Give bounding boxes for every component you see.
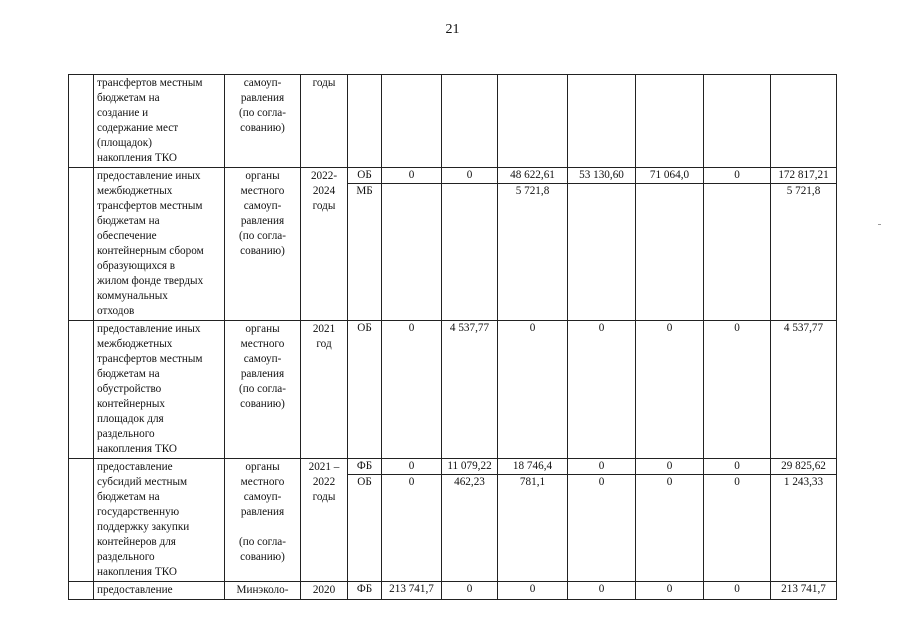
executor-line: (по согла- xyxy=(239,107,286,119)
description-line: межбюджетных xyxy=(97,338,173,350)
value-2025: 0 xyxy=(704,168,770,184)
description-line: накопления ТКО xyxy=(97,443,177,455)
value-2025-cell xyxy=(704,582,771,600)
executor-line: местного xyxy=(240,476,285,488)
description-line: бюджетам на xyxy=(97,368,160,380)
period-line: 2021 xyxy=(312,323,336,335)
description-line: бюджетам на xyxy=(97,491,160,503)
description-line: коммунальных xyxy=(97,290,168,302)
value-2021: 4 537,77 xyxy=(449,322,490,334)
value-2025-cell xyxy=(704,75,771,168)
value-2025 xyxy=(704,184,770,199)
value-2020-cell xyxy=(382,321,442,459)
value-2025-cell xyxy=(704,321,771,459)
period-line: 2021 – xyxy=(308,461,340,473)
executor-line xyxy=(228,520,297,535)
description-line: трансфертов местным xyxy=(97,77,203,89)
executor-line: самоуп- xyxy=(243,353,282,365)
value-2023: 0 xyxy=(598,583,605,595)
period-line: 2022- xyxy=(310,170,338,182)
value-2020: 0 xyxy=(382,459,441,475)
description-line: трансфертов местным xyxy=(97,353,203,365)
value-2023-cell xyxy=(568,582,636,600)
row-number-cell xyxy=(69,75,94,168)
source-cell xyxy=(348,75,382,168)
description-line: предоставление xyxy=(97,584,173,596)
value-2020: 0 xyxy=(408,322,415,334)
value-2021: 0 xyxy=(442,168,497,184)
executor-line: органы xyxy=(245,461,280,473)
executor-line: самоуп- xyxy=(243,77,282,89)
description-line: предоставление иных xyxy=(97,170,201,182)
value-2025: 0 xyxy=(734,583,740,595)
value-2020-cell xyxy=(382,168,442,321)
description-line: жилом фонде твердых xyxy=(97,275,204,287)
value-2020: 213 741,7 xyxy=(389,583,434,595)
value-2024-cell xyxy=(636,459,704,582)
period xyxy=(301,75,348,168)
description-line: раздельного xyxy=(97,428,155,440)
description-line: поддержку закупки xyxy=(97,521,190,533)
value-2024-cell xyxy=(636,75,704,168)
table-body xyxy=(69,75,837,600)
total: 1 243,33 xyxy=(783,476,824,488)
activity-description xyxy=(94,582,225,600)
description-line: отходов xyxy=(97,305,135,317)
value-2025: 0 xyxy=(734,476,740,488)
executor xyxy=(225,459,301,582)
budget-table xyxy=(68,74,837,600)
executor-line: (по согла- xyxy=(239,536,286,548)
period-line: 2022 xyxy=(312,476,336,488)
total: 4 537,77 xyxy=(783,322,824,334)
value-2024: 71 064,0 xyxy=(636,168,703,184)
value-2024-cell xyxy=(636,168,704,321)
value-2022: 48 622,61 xyxy=(498,168,567,184)
value-2023: 53 130,60 xyxy=(568,168,635,184)
total: 5 721,8 xyxy=(786,185,821,197)
description-line: накопления ТКО xyxy=(97,152,177,164)
value-2021-cell xyxy=(442,582,498,600)
value-2021-cell xyxy=(442,168,498,321)
value-2024 xyxy=(636,184,703,199)
table-row xyxy=(69,75,837,168)
description-line: государственную xyxy=(97,506,180,518)
value-2023: 0 xyxy=(598,322,605,334)
source: МБ xyxy=(356,185,373,197)
table-row xyxy=(69,459,837,582)
description-line: контейнеров для xyxy=(97,536,176,548)
source: ОБ xyxy=(357,322,372,334)
description-line: раздельного xyxy=(97,551,155,563)
table-row xyxy=(69,168,837,321)
value-2020 xyxy=(382,184,441,199)
executor xyxy=(225,75,301,168)
activity-description xyxy=(94,321,225,459)
executor-line: самоуп- xyxy=(243,200,282,212)
description-line: предоставление иных xyxy=(97,323,201,335)
executor-line: (по согла- xyxy=(239,230,286,242)
value-2021: 0 xyxy=(466,583,473,595)
executor-line: сованию) xyxy=(240,245,285,257)
period xyxy=(301,321,348,459)
description-line: площадок для xyxy=(97,413,164,425)
period-line: год xyxy=(316,338,332,350)
value-2023 xyxy=(568,184,635,199)
description-line: бюджетам на xyxy=(97,92,160,104)
total: 29 825,62 xyxy=(771,459,836,475)
activity-description xyxy=(94,75,225,168)
value-2023: 0 xyxy=(568,459,635,475)
description-line: образующихся в xyxy=(97,260,176,272)
executor xyxy=(225,168,301,321)
value-2025-cell xyxy=(704,459,771,582)
row-number-cell xyxy=(69,582,94,600)
source: ОБ xyxy=(348,168,381,184)
executor-line: органы xyxy=(245,170,280,182)
description-line: обустройство xyxy=(97,383,162,395)
total-cell xyxy=(771,75,837,168)
total-cell xyxy=(771,321,837,459)
source-cell xyxy=(348,321,382,459)
row-number-cell xyxy=(69,321,94,459)
value-2022-cell xyxy=(498,321,568,459)
description-line: межбюджетных xyxy=(97,185,173,197)
description-line: содержание мест xyxy=(97,122,179,134)
description-line: обеспечение xyxy=(97,230,157,242)
executor-line: сованию) xyxy=(240,122,285,134)
activity-description xyxy=(94,459,225,582)
value-2023-cell xyxy=(568,168,636,321)
value-2021: 462,23 xyxy=(454,476,485,488)
executor-line: местного xyxy=(240,185,285,197)
value-2021 xyxy=(442,184,497,199)
value-2025: 0 xyxy=(704,459,770,475)
value-2024-cell xyxy=(636,582,704,600)
source: ФБ xyxy=(356,583,373,595)
description-line: субсидий местным xyxy=(97,476,188,488)
period-line: 2024 xyxy=(312,185,336,197)
executor-line: Минэколо- xyxy=(236,584,289,596)
value-2023-cell xyxy=(568,321,636,459)
value-2022: 0 xyxy=(529,322,536,334)
value-2025-cell xyxy=(704,168,771,321)
description-line: создание и xyxy=(97,107,149,119)
value-2020: 0 xyxy=(408,476,415,488)
value-2020-cell xyxy=(382,459,442,582)
executor-line: органы xyxy=(245,323,280,335)
description-line: бюджетам на xyxy=(97,215,160,227)
period xyxy=(301,168,348,321)
source-cell xyxy=(348,582,382,600)
value-2024: 0 xyxy=(666,476,673,488)
value-2021-cell xyxy=(442,75,498,168)
value-2022: 5 721,8 xyxy=(515,185,550,197)
table-row xyxy=(69,582,837,600)
row-number-cell xyxy=(69,168,94,321)
description-line: контейнерных xyxy=(97,398,165,410)
period-line: годы xyxy=(312,200,336,212)
executor-line: равления xyxy=(240,92,285,104)
value-2023-cell xyxy=(568,459,636,582)
description-line: предоставление xyxy=(97,461,173,473)
value-2022-cell xyxy=(498,168,568,321)
source-cell xyxy=(348,459,382,582)
table-row xyxy=(69,321,837,459)
executor-line: равления xyxy=(240,506,285,518)
period xyxy=(301,582,348,600)
description-line: трансфертов местным xyxy=(97,200,203,212)
total-cell xyxy=(771,459,837,582)
period-line: годы xyxy=(312,491,336,503)
page-number: 21 xyxy=(445,22,460,37)
value-2024: 0 xyxy=(666,322,673,334)
value-2022: 0 xyxy=(529,583,536,595)
executor-line: сованию) xyxy=(240,551,285,563)
source: ФБ xyxy=(348,459,381,475)
period-line: 2020 xyxy=(312,584,336,596)
executor-line: местного xyxy=(240,338,285,350)
source-cell xyxy=(348,168,382,321)
value-2023: 0 xyxy=(598,476,605,488)
period xyxy=(301,459,348,582)
value-2020: 0 xyxy=(382,168,441,184)
total: 213 741,7 xyxy=(781,583,826,595)
value-2022-cell xyxy=(498,75,568,168)
period-line: годы xyxy=(312,77,336,89)
value-2020-cell xyxy=(382,582,442,600)
value-2021: 11 079,22 xyxy=(442,459,497,475)
row-number-cell xyxy=(69,459,94,582)
value-2021-cell xyxy=(442,459,498,582)
total-cell xyxy=(771,582,837,600)
description-line: накопления ТКО xyxy=(97,566,177,578)
executor-line: (по согла- xyxy=(239,383,286,395)
value-2022-cell xyxy=(498,459,568,582)
value-2024: 0 xyxy=(636,459,703,475)
value-2025: 0 xyxy=(734,322,740,334)
executor-line: равления xyxy=(240,368,285,380)
value-2021-cell xyxy=(442,321,498,459)
total-cell xyxy=(771,168,837,321)
source: ОБ xyxy=(357,476,372,488)
executor xyxy=(225,582,301,600)
value-2024: 0 xyxy=(666,583,673,595)
value-2022: 18 746,4 xyxy=(498,459,567,475)
margin-mark xyxy=(878,224,881,225)
executor xyxy=(225,321,301,459)
value-2023-cell xyxy=(568,75,636,168)
value-2022: 781,1 xyxy=(519,476,546,488)
executor-line: самоуп- xyxy=(243,491,282,503)
description-line: (площадок) xyxy=(97,137,152,149)
executor-line: равления xyxy=(240,215,285,227)
value-2024-cell xyxy=(636,321,704,459)
activity-description xyxy=(94,168,225,321)
value-2020-cell xyxy=(382,75,442,168)
value-2022-cell xyxy=(498,582,568,600)
description-line: контейнерным сбором xyxy=(97,245,204,257)
executor-line: сованию) xyxy=(240,398,285,410)
total: 172 817,21 xyxy=(771,168,836,184)
